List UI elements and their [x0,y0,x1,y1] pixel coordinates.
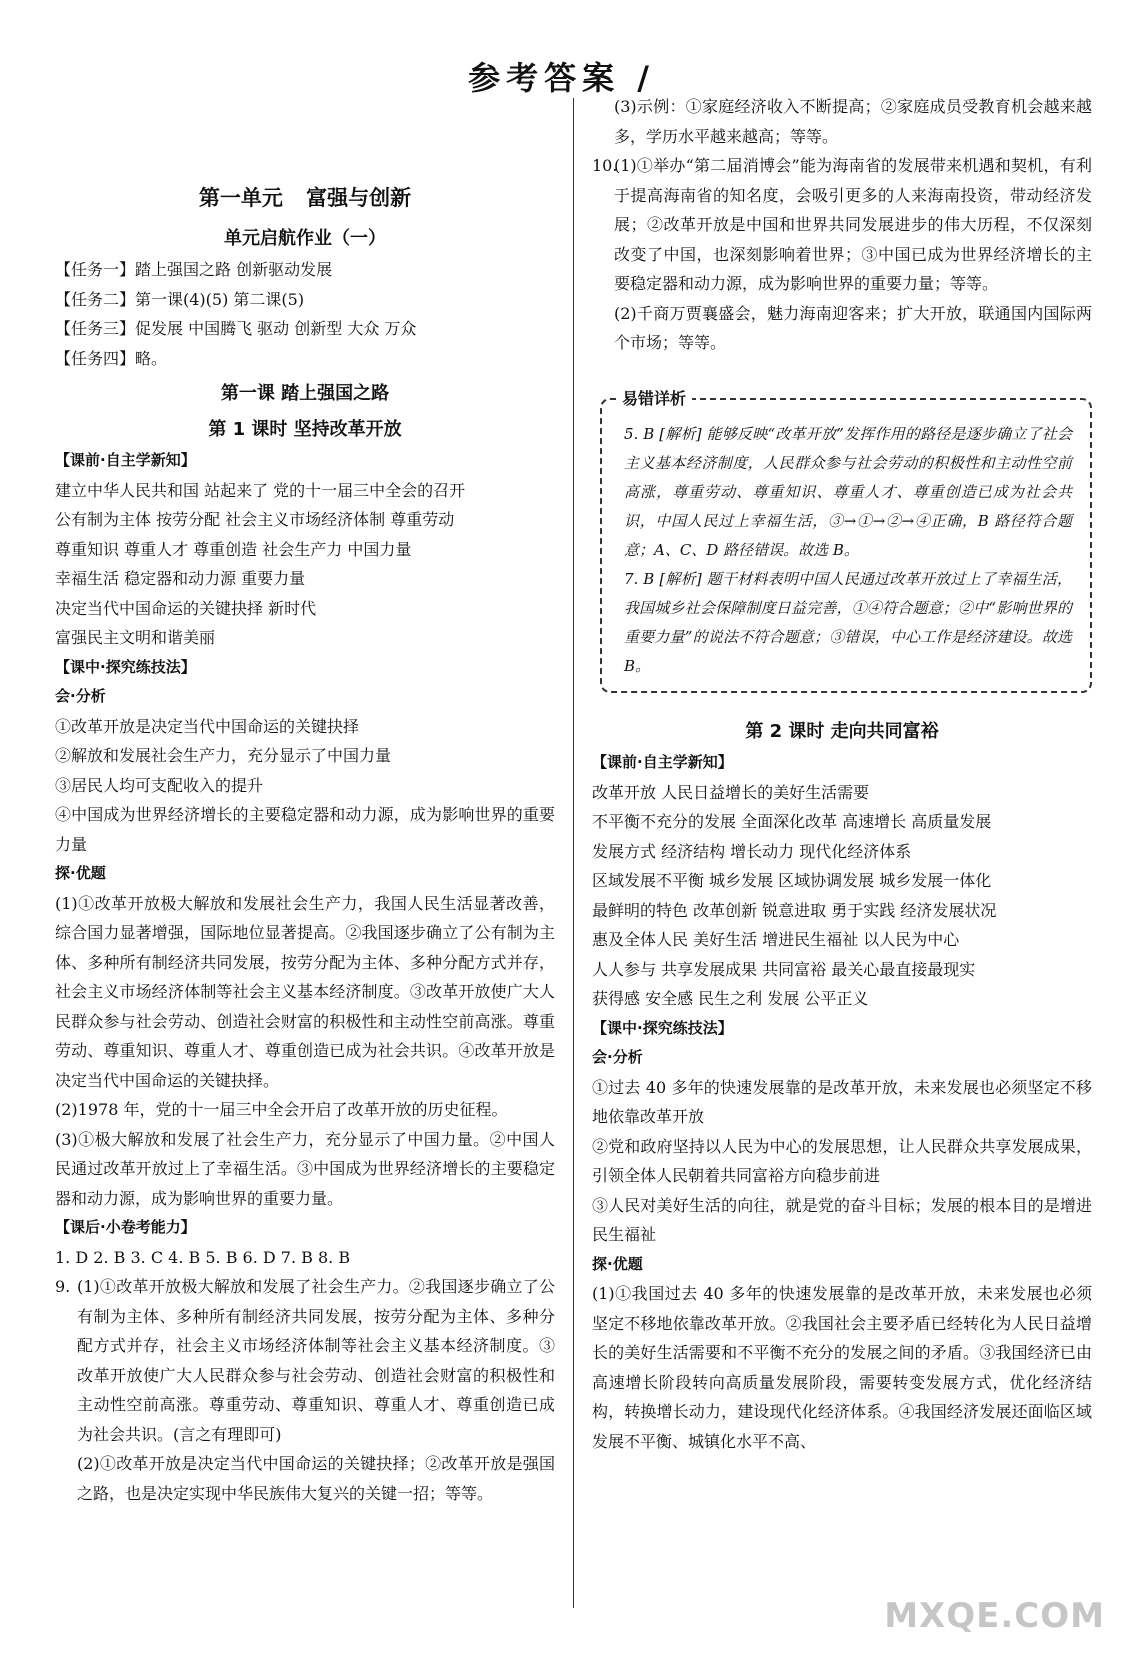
unit-name: 富强与创新 [306,186,412,210]
site-watermark: MXQE.COM [884,1596,1105,1636]
keyword-line: 最鲜明的特色 改革创新 锐意进取 勇于实践 经济发展状况 [592,900,997,920]
analysis-item: ①改革开放是决定当代中国命运的关键抉择 [55,716,360,736]
task-item: 【任务一】踏上强国之路 创新驱动发展 [55,260,333,279]
task-item: 【任务二】第一课(4)(5) 第二课(5) [55,289,305,309]
lesson-title: 第一课 踏上强国之路 [220,383,390,404]
explore-paragraph: (1)①我国过去 40 多年的快速发展靠的是改革开放，未来发展也必须坚定不移地依靠改革开放。②我国社会主要矛盾已经转化为人民日益增长的美好生活需要和不平衡不充分的发展之间的矛盾。③我国经济已由高速增长阶段转向高质量发展阶段，需要转变发展方式，优化经济结构，转换增长动力，建设现代化经济体系。④我国经济发展还面临区域发展不平衡、城镇化水平不高、 [592,1284,1092,1451]
keyword-line: 决定当代中国命运的关键抉择 新时代 [55,598,317,618]
explore-paragraph: (2)1978 年，党的十一届三中全会开启了改革开放的历史征程。 [55,1100,508,1119]
explore-tag: 探·优题 [55,864,106,882]
keyword-line: 富强民主文明和谐美丽 [55,628,216,647]
error-analysis-box [600,388,1092,693]
keyword-line: 人人参与 共享发展成果 共同富裕 最关心最直接最现实 [592,959,976,979]
question-number: 10. [592,156,618,175]
section-tag-pre: 【课前·自主学新知】 [592,753,733,771]
keyword-line: 获得感 安全感 民生之利 发展 公平正义 [592,989,869,1008]
starter-title: 单元启航作业（一） [224,227,386,249]
task-list [55,255,555,373]
keyword-line: 惠及全体人民 美好生活 增进民生福祉 以人民为中心 [592,930,960,949]
left-column [55,170,555,1508]
question-10 [592,151,1092,358]
explore-paragraph: (1)①改革开放极大解放和发展社会生产力，我国人民生活显著改善，综合国力显著增强，国际地位显著提高。②我国逐步确立了公有制为主体、多种所有制经济共同发展，按劳分配为主体、多种分配方式并存，社会主义市场经济体制等社会主义基本经济制度。③改革开放使广大人民群众参与社会劳动、创造社会财富的积极性和主动性空前高涨。尊重劳动、尊重知识、尊重人才、尊重创造已成为社会共识。④改革开放是决定当代中国命运的关键抉择。 [55,893,555,1090]
section-tag-mid: 【课中·探究练技法】 [55,657,196,676]
analysis-item: ④中国成为世界经济增长的主要稳定器和动力源，成为影响世界的重要力量 [55,805,555,854]
error-analysis-item: 7. B [解析] 题干材料表明中国人民通过改革开放过上了幸福生活，我国城乡社会保障制度日益完善，①④符合题意；②中“影响世界的重要力量”的说法不符合题意；③错误，中心工作是经济建设。故选 B。 [624,569,1072,675]
section-tag-mid: 【课中·探究练技法】 [592,1018,733,1037]
period-title: 第 2 课时 走向共同富裕 [745,720,939,742]
explore-tag: 探·优题 [592,1254,643,1273]
error-analysis-item: 5. B [解析] 能够反映“改革开放”发挥作用的路径是逐步确立了社会主义基本经济制度，人民群众参与社会劳动的积极性和主动性空前高涨，尊重劳动、尊重知识、尊重人才、尊重创造已成为社会共识，中国人民过上幸福生活，③→①→②→④正确，B 路径符合题意；A、C、D 路径错误。故选 B。 [624,424,1072,559]
right-column [592,92,1092,1456]
keyword-line: 幸福生活 稳定器和动力源 重要力量 [55,569,306,588]
keyword-line: 区域发展不平衡 城乡发展 区域协调发展 城乡发展一体化 [592,871,992,890]
analysis-item: ②解放和发展社会生产力，充分显示了中国力量 [55,746,392,765]
box-title: 易错详析 [616,384,692,413]
analysis-item: ③人民对美好生活的向往，就是党的奋斗目标；发展的根本目的是增进民生福祉 [592,1195,1092,1244]
keyword-line: 发展方式 经济结构 增长动力 现代化经济体系 [592,841,912,861]
page-title: 参考答案 / [468,59,655,97]
keyword-line: 公有制为主体 按劳分配 社会主义市场经济体制 尊重劳动 [55,510,455,529]
analysis-item: ②党和政府坚持以人民为中心的发展思想，让人民群众共享发展成果，引领全体人民朝着共同富裕方向稳步前进 [592,1136,1092,1185]
answer-paragraph: (2)①改革开放是决定当代中国命运的关键抉择；②改革开放是强国之路，也是决定实现中华民族伟大复兴的关键一招；等等。 [77,1454,555,1503]
task-item: 【任务三】促发展 中国腾飞 驱动 创新型 大众 万众 [55,319,417,338]
answer-paragraph: (3)示例：①家庭经济收入不断提高；②家庭成员受教育机会越来越多，学历水平越来越高；等等。 [614,97,1092,146]
column-divider [573,98,574,1608]
task-item: 【任务四】略。 [55,348,168,368]
answer-paragraph: (1)①举办“第二届消博会”能为海南省的发展带来机遇和契机，有利于提高海南省的知名度，会吸引更多的人来海南投资，带动经济发展；②改革开放是中国和世界共同发展进步的伟大历程，不仅深刻改变了中国，也深刻影响着世界；③中国已成为世界经济增长的主要稳定器和动力源，成为影响世界的重要力量；等等。 [614,156,1092,293]
answer-paragraph: (1)①改革开放极大解放和发展了社会生产力。②我国逐步确立了公有制为主体、多种所有制经济共同发展，按劳分配为主体、多种分配方式并存，社会主义市场经济体制等社会主义基本经济制度。③改革开放使广大人民群众参与社会劳动、创造社会财富的积极性和主动性空前高涨。尊重劳动、尊重知识、尊重人才、尊重创造已成为社会共识。(言之有理即可) [77,1277,555,1444]
question-9 [55,1272,555,1508]
analysis-tag: 会·分析 [55,687,106,705]
explore-paragraph: (3)①极大解放和发展了社会生产力，充分显示了中国力量。②中国人民通过改革开放过上了幸福生活。③中国成为世界经济增长的主要稳定器和动力源，成为影响世界的重要力量。 [55,1129,555,1208]
keyword-line: 尊重知识 尊重人才 尊重创造 社会生产力 中国力量 [55,539,412,559]
section-tag-pre: 【课前·自主学新知】 [55,451,196,469]
question-number: 9. [55,1277,71,1296]
answer-paragraph: (2)千商万贾襄盛会，魅力海南迎客来；扩大开放，联通国内国际两个市场；等等。 [614,303,1092,352]
period-title: 第 1 课时 坚持改革开放 [208,418,402,440]
analysis-tag: 会·分析 [592,1048,643,1066]
section-tag-post: 【课后·小卷考能力】 [55,1218,196,1236]
keyword-line: 建立中华人民共和国 站起来了 党的十一届三中全会的召开 [55,480,466,500]
analysis-item: ③居民人均可支配收入的提升 [55,775,264,795]
keyword-line: 改革开放 人民日益增长的美好生活需要 [592,782,870,802]
unit-label: 第一单元 [198,186,283,210]
answer-key-line: 1. D 2. B 3. C 4. B 5. B 6. D 7. B 8. B [55,1247,351,1267]
unit-heading [55,184,555,214]
keyword-line: 不平衡不充分的发展 全面深化改革 高速增长 高质量发展 [592,812,992,831]
analysis-item: ①过去 40 多年的快速发展靠的是改革开放，未来发展也必须坚定不移地依靠改革开放 [592,1077,1092,1126]
